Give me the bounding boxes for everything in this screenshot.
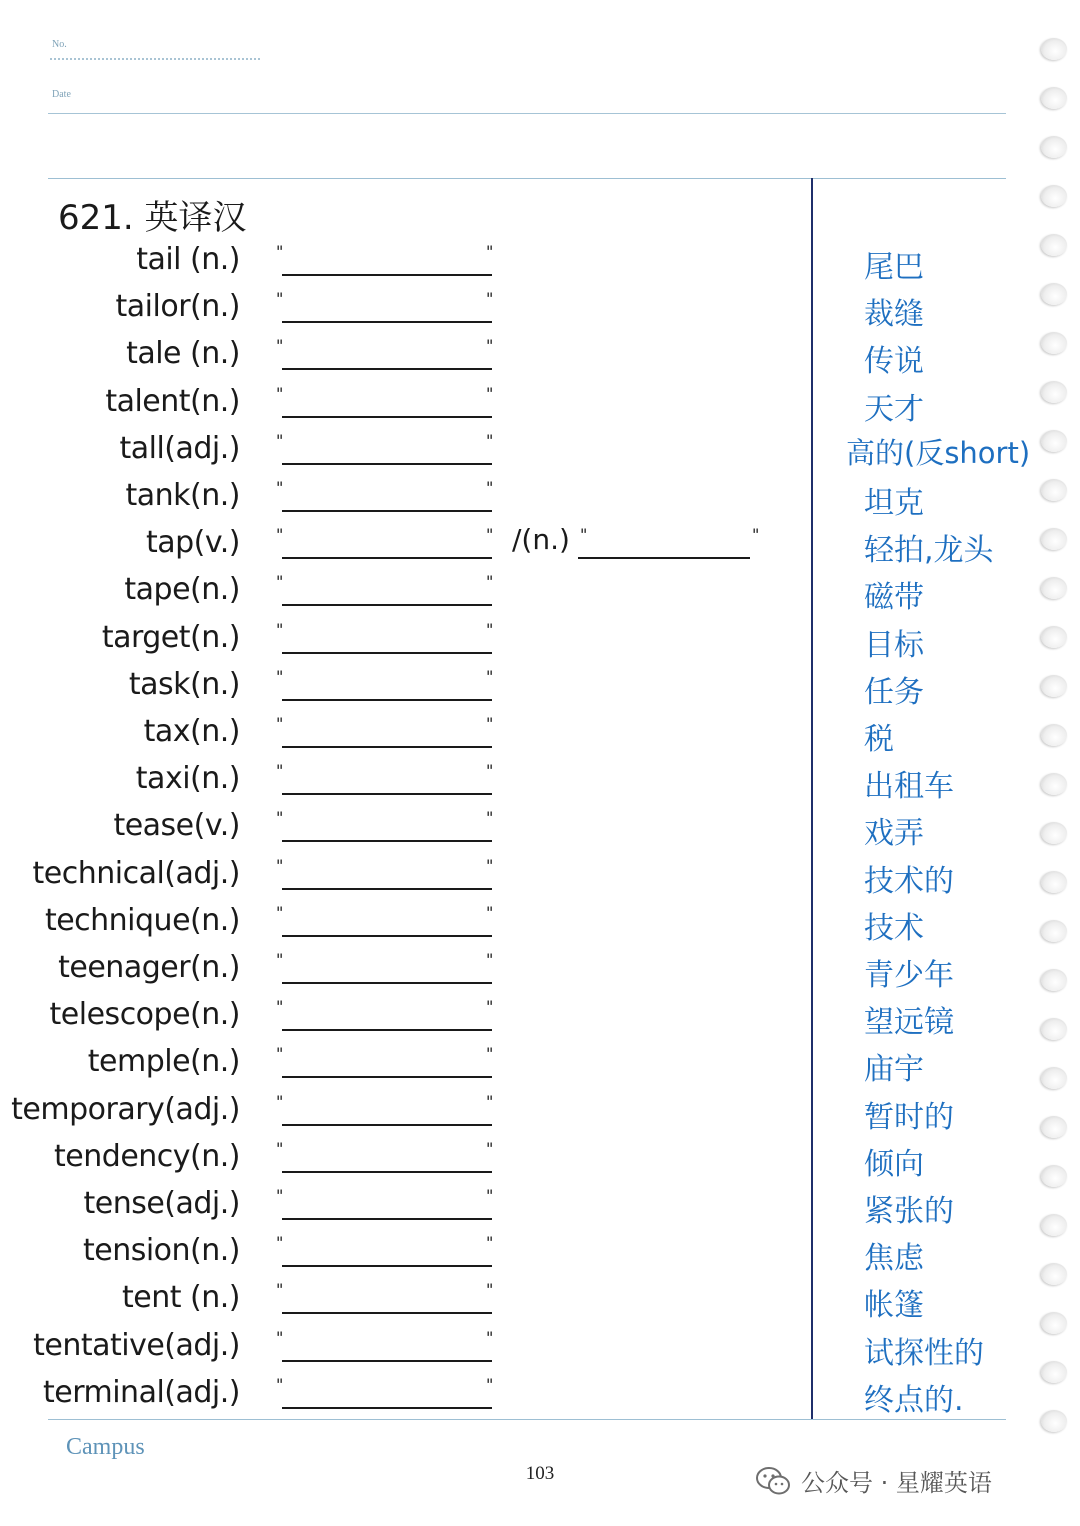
chinese-meaning: 坦克 bbox=[864, 486, 924, 521]
close-quote: " bbox=[486, 1233, 494, 1252]
answer-blank bbox=[282, 652, 492, 654]
chinese-meaning: 出租车 bbox=[864, 769, 954, 804]
vocab-row bbox=[0, 618, 1080, 666]
chinese-meaning: 轻拍,龙头 bbox=[864, 533, 994, 568]
vocab-row bbox=[0, 382, 1080, 430]
open-quote: " bbox=[276, 1328, 284, 1347]
open-quote: " bbox=[276, 903, 284, 922]
english-word: task(n.) bbox=[128, 667, 240, 702]
vocab-row bbox=[0, 334, 1080, 382]
answer-blank bbox=[282, 1218, 492, 1220]
chinese-meaning: 焦虑 bbox=[864, 1241, 924, 1276]
open-quote: " bbox=[276, 478, 284, 497]
chinese-meaning: 终点的. bbox=[864, 1383, 964, 1418]
close-quote: " bbox=[486, 620, 494, 639]
close-quote: " bbox=[486, 242, 494, 261]
english-word: temple(n.) bbox=[87, 1044, 240, 1079]
close-quote: " bbox=[486, 903, 494, 922]
close-quote: " bbox=[486, 950, 494, 969]
answer-blank bbox=[282, 1124, 492, 1126]
open-quote: " bbox=[276, 336, 284, 355]
answer-blank bbox=[282, 510, 492, 512]
open-quote: " bbox=[276, 242, 284, 261]
english-word: tent (n.) bbox=[122, 1280, 240, 1315]
watermark bbox=[755, 1463, 992, 1498]
vocab-row bbox=[0, 1278, 1080, 1326]
answer-blank bbox=[282, 1265, 492, 1267]
vocab-row bbox=[0, 665, 1080, 713]
answer-blank bbox=[282, 935, 492, 937]
answer-blank bbox=[282, 1407, 492, 1409]
vocab-row bbox=[0, 570, 1080, 618]
open-quote: " bbox=[276, 667, 284, 686]
english-word: tale (n.) bbox=[126, 336, 240, 371]
english-word: technique(n.) bbox=[44, 903, 240, 938]
close-quote: " bbox=[486, 997, 494, 1016]
answer-blank bbox=[282, 746, 492, 748]
close-quote: " bbox=[486, 667, 494, 686]
english-word: technical(adj.) bbox=[32, 856, 240, 891]
close-quote: " bbox=[486, 572, 494, 591]
chinese-meaning: 倾向 bbox=[864, 1147, 924, 1182]
answer-blank bbox=[282, 463, 492, 465]
chinese-meaning: 试探性的 bbox=[864, 1336, 984, 1371]
answer-blank bbox=[282, 416, 492, 418]
close-quote: " bbox=[486, 1375, 494, 1394]
chinese-meaning: 戏弄 bbox=[864, 816, 924, 851]
wechat-icon bbox=[755, 1466, 791, 1496]
answer-blank bbox=[282, 840, 492, 842]
close-quote: " bbox=[486, 384, 494, 403]
open-quote: " bbox=[276, 714, 284, 733]
vocab-row bbox=[0, 712, 1080, 760]
vocab-row bbox=[0, 1373, 1080, 1421]
open-quote: " bbox=[276, 856, 284, 875]
open-quote: " bbox=[276, 761, 284, 780]
binding-hole bbox=[1041, 136, 1067, 158]
vocab-row bbox=[0, 240, 1080, 288]
answer-blank bbox=[282, 699, 492, 701]
answer-blank bbox=[282, 1076, 492, 1078]
close-quote: " bbox=[486, 478, 494, 497]
close-quote: " bbox=[486, 856, 494, 875]
answer-blank bbox=[282, 557, 492, 559]
open-quote: " bbox=[276, 1375, 284, 1394]
open-quote: " bbox=[276, 525, 284, 544]
vocab-row bbox=[0, 1326, 1080, 1374]
answer-blank bbox=[282, 321, 492, 323]
english-word: tailor(n.) bbox=[115, 289, 240, 324]
watermark-text: 公众号 · 星耀英语 bbox=[801, 1469, 992, 1497]
english-word: tank(n.) bbox=[125, 478, 240, 513]
close-quote: " bbox=[486, 336, 494, 355]
binding-hole bbox=[1041, 38, 1067, 60]
vocab-row bbox=[0, 759, 1080, 807]
english-word: tail (n.) bbox=[136, 242, 240, 277]
english-word: temporary(adj.) bbox=[11, 1092, 240, 1127]
vocab-row bbox=[0, 1042, 1080, 1090]
binding-hole bbox=[1041, 185, 1067, 207]
english-word: taxi(n.) bbox=[135, 761, 240, 796]
open-quote: " bbox=[276, 1139, 284, 1158]
page-number: 103 bbox=[525, 1463, 555, 1484]
open-quote: " bbox=[276, 997, 284, 1016]
header-rule bbox=[48, 113, 1006, 114]
open-quote: " bbox=[276, 384, 284, 403]
vocab-row bbox=[0, 1090, 1080, 1138]
vocab-row bbox=[0, 1231, 1080, 1279]
close-quote: " bbox=[486, 525, 494, 544]
binding-hole bbox=[1041, 87, 1067, 109]
open-quote: " bbox=[276, 1044, 284, 1063]
english-word: tap(v.) bbox=[145, 525, 240, 560]
chinese-meaning: 庙宇 bbox=[864, 1052, 924, 1087]
english-word: tax(n.) bbox=[143, 714, 240, 749]
open-quote: " bbox=[276, 1092, 284, 1111]
date-label: Date bbox=[52, 89, 71, 100]
english-word: tension(n.) bbox=[82, 1233, 240, 1268]
close-quote: " bbox=[486, 808, 494, 827]
vocab-row bbox=[0, 1137, 1080, 1185]
chinese-meaning: 技术 bbox=[864, 911, 924, 946]
vocab-row bbox=[0, 1184, 1080, 1232]
vocab-row bbox=[0, 901, 1080, 949]
answer-blank bbox=[282, 604, 492, 606]
english-word: teenager(n.) bbox=[58, 950, 240, 985]
open-quote: " bbox=[276, 1280, 284, 1299]
vocab-row bbox=[0, 429, 1080, 477]
no-label: No. bbox=[52, 39, 67, 50]
chinese-meaning: 任务 bbox=[864, 675, 924, 710]
close-quote: " bbox=[486, 289, 494, 308]
close-quote: " bbox=[486, 1280, 494, 1299]
english-word: tease(v.) bbox=[113, 808, 240, 843]
vocab-row bbox=[0, 995, 1080, 1043]
close-quote: " bbox=[486, 761, 494, 780]
open-quote: " bbox=[276, 1186, 284, 1205]
open-quote: " bbox=[276, 431, 284, 450]
english-word: tendency(n.) bbox=[54, 1139, 240, 1174]
answer-blank bbox=[282, 1360, 492, 1362]
chinese-meaning: 望远镜 bbox=[864, 1005, 954, 1040]
chinese-meaning: 暂时的 bbox=[864, 1100, 954, 1135]
chinese-meaning: 税 bbox=[864, 722, 894, 757]
vocab-row bbox=[0, 854, 1080, 902]
open-quote: " bbox=[276, 808, 284, 827]
open-quote: " bbox=[580, 525, 588, 544]
answer-blank bbox=[282, 888, 492, 890]
answer-blank bbox=[282, 982, 492, 984]
english-word: target(n.) bbox=[101, 620, 240, 655]
vocab-row bbox=[0, 287, 1080, 335]
close-quote: " bbox=[486, 1092, 494, 1111]
vocab-row bbox=[0, 806, 1080, 854]
chinese-meaning: 紧张的 bbox=[864, 1194, 954, 1229]
answer-blank bbox=[282, 1171, 492, 1173]
answer-blank bbox=[282, 1029, 492, 1031]
english-word: terminal(adj.) bbox=[42, 1375, 240, 1410]
chinese-meaning: 青少年 bbox=[864, 958, 954, 993]
no-dotted-line bbox=[50, 58, 260, 60]
close-quote: " bbox=[486, 431, 494, 450]
vocab-row bbox=[0, 476, 1080, 524]
chinese-meaning: 裁缝 bbox=[864, 297, 924, 332]
open-quote: " bbox=[276, 289, 284, 308]
answer-blank bbox=[578, 557, 750, 559]
english-word: tape(n.) bbox=[124, 572, 240, 607]
chinese-meaning: 尾巴 bbox=[864, 250, 924, 285]
chinese-meaning: 传说 bbox=[864, 344, 924, 379]
english-word: talent(n.) bbox=[105, 384, 240, 419]
open-quote: " bbox=[276, 950, 284, 969]
english-word: tense(adj.) bbox=[83, 1186, 240, 1221]
campus-logo: Campus bbox=[66, 1434, 145, 1460]
close-quote: " bbox=[486, 1186, 494, 1205]
chinese-meaning: 天才 bbox=[864, 392, 924, 427]
chinese-meaning: 帐篷 bbox=[864, 1288, 924, 1323]
close-quote: " bbox=[752, 525, 760, 544]
top-rule bbox=[48, 178, 1006, 179]
section-title: 621. 英译汉 bbox=[58, 198, 247, 238]
close-quote: " bbox=[486, 714, 494, 733]
vocab-row bbox=[0, 948, 1080, 996]
chinese-meaning: 磁带 bbox=[864, 580, 924, 615]
chinese-meaning: 技术的 bbox=[864, 864, 954, 899]
open-quote: " bbox=[276, 620, 284, 639]
close-quote: " bbox=[486, 1328, 494, 1347]
answer-blank bbox=[282, 368, 492, 370]
english-word: tentative(adj.) bbox=[33, 1328, 240, 1363]
answer-blank bbox=[282, 793, 492, 795]
extra-part-of-speech: /(n.) bbox=[512, 523, 570, 556]
open-quote: " bbox=[276, 1233, 284, 1252]
chinese-meaning: 高的(反short) bbox=[846, 436, 1031, 470]
english-word: telescope(n.) bbox=[49, 997, 240, 1032]
answer-blank bbox=[282, 274, 492, 276]
open-quote: " bbox=[276, 572, 284, 591]
close-quote: " bbox=[486, 1139, 494, 1158]
chinese-meaning: 目标 bbox=[864, 628, 924, 663]
close-quote: " bbox=[486, 1044, 494, 1063]
vocab-row bbox=[0, 523, 1080, 571]
english-word: tall(adj.) bbox=[119, 431, 240, 466]
answer-blank bbox=[282, 1312, 492, 1314]
